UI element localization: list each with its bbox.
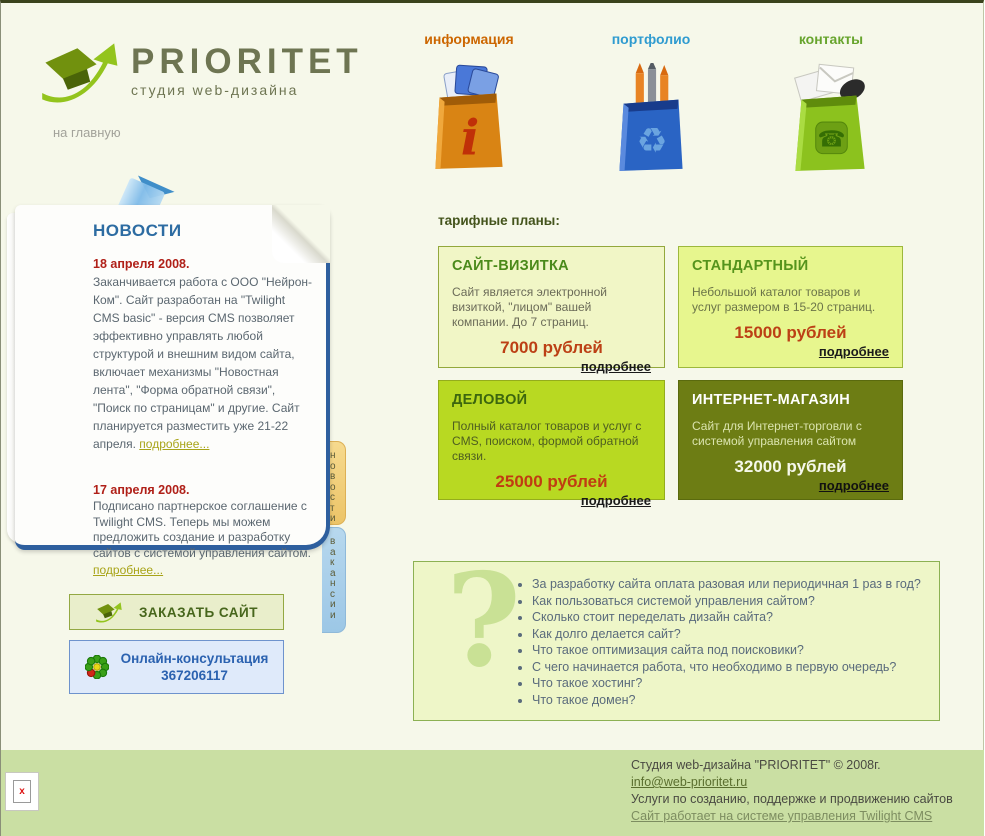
faq-question[interactable]: • С чего начинается работа, что необходимо в первую очередь? [532,659,932,676]
news-title: НОВОСТИ [93,221,182,240]
plan-card-vizitka [438,246,665,374]
tab-vacancies[interactable]: вакансии [322,527,346,633]
plan-title: САЙТ-ВИЗИТКА [452,258,569,274]
svg-text:♻: ♻ [636,121,668,162]
plan-price: 7000 рублей [500,338,603,357]
icq-flower-icon [85,655,109,679]
order-site-label: ЗАКАЗАТЬ САЙТ [138,604,259,620]
plan-title: ИНТЕРНЕТ-МАГАЗИН [692,392,851,408]
footer [1,750,984,836]
portfolio-box-icon[interactable] [613,63,689,175]
faq-question[interactable]: • Что такое домен? [532,692,932,709]
faq-question[interactable]: • Что такое хостинг? [532,675,932,692]
consultation-label: Онлайн-консультация [120,651,269,666]
faq-question[interactable]: • За разработку сайта оплата разовая или периодичная 1 раз в год? [532,576,932,593]
order-site-button[interactable] [69,594,284,630]
faq-question[interactable]: • Сколько стоит переделать дизайн сайта? [532,609,932,626]
faq-question[interactable]: • Как долго делается сайт? [532,626,932,643]
plan-card-internet-magazin [678,380,903,500]
plan-description: Полный каталог товаров и услуг с CMS, поиском, формой обратной связи. [452,419,642,463]
plan-more-link[interactable]: подробнее [818,344,889,359]
plan-title: ДЕЛОВОЙ [452,392,528,408]
nav-link-portfolio[interactable]: портфолио [611,31,691,47]
nav-link-contacts[interactable]: контакты [798,31,864,47]
news-more-link[interactable]: подробнее... [139,437,210,451]
plan-card-standart [678,246,903,368]
plan-more-link[interactable]: подробнее [580,359,651,374]
footer-copyright: Студия web-дизайна "PRIORITET" © 2008г. [631,758,881,772]
nav-item-portfolio [586,31,716,175]
site-logo[interactable] [39,33,363,113]
news-date: 18 апреля 2008. [93,257,190,271]
footer-services: Услуги по созданию, поддержке и продвижению сайтов [631,792,953,806]
plan-price: 25000 рублей [495,472,608,491]
faq-question[interactable]: • Что такое оптимизация сайта под поисковики? [532,642,932,659]
news-item [93,257,313,453]
plan-price: 15000 рублей [734,323,847,342]
plans-heading: тарифные планы: [438,213,560,228]
question-mark-graphic: ? [446,546,521,696]
svg-text:i: i [460,108,480,167]
plan-description: Небольшой каталог товаров и услуг размером в 15-20 страниц. [692,285,876,314]
plan-price: 32000 рублей [734,457,847,476]
plan-more-link[interactable]: подробнее [580,493,651,508]
contacts-bag-icon[interactable] [793,63,869,175]
info-box-icon[interactable] [431,63,507,175]
news-page [15,205,330,577]
consultation-icq-number: 367206117 [161,668,228,683]
faq-list [514,576,932,708]
nav-item-contacts [766,31,896,175]
broken-image-x-icon: x [13,780,31,803]
nav-link-information[interactable]: информация [424,31,514,47]
broken-image-placeholder [5,772,39,811]
news-item [93,483,313,579]
nav-item-information [404,31,534,175]
faq-question[interactable]: • Как пользоваться системой управления сайтом? [532,593,932,610]
news-text: Подписано партнерское соглашение с Twilight CMS. Теперь мы можем предложить создание и разработку сайтов с системой управления сайтом. [93,499,311,560]
svg-text:☎: ☎ [817,126,846,153]
logo-subtitle: студия web-дизайна [131,82,299,98]
news-text: Заканчивается работа с ООО "Нейрон-Ком". Сайт разработан на "Twilight CMS basic" - версия CMS позволяет эффективно управлять любой структурой и внешним видом сайта, включает механизмы "Новостная лента", "Форма обратной связи", "Поиск по страницам" и другие. Сайт планируется разместить уже 21-22 апреля. [93,275,313,451]
logo-title: PRIORITET [131,42,363,81]
plan-description: Сайт для Интернет-торговли с системой управления сайтом [692,419,862,448]
faq-panel [413,546,940,721]
plan-description: Сайт является электронной визиткой, "лицом" вашей компании. До 7 страниц. [452,285,607,329]
online-consultation-button[interactable] [69,640,284,694]
plan-title: СТАНДАРТНЫЙ [692,258,809,274]
plan-card-delovoy [438,380,665,508]
logo-arrow-icon [39,35,127,111]
logo-arrow-icon [95,600,125,625]
news-date: 17 апреля 2008. [93,483,190,497]
footer-cms-link[interactable]: Сайт работает на системе управления Twilight CMS [631,809,933,823]
plan-more-link[interactable]: подробнее [818,478,889,493]
news-more-link[interactable]: подробнее... [93,563,164,577]
tab-news[interactable]: новости [322,441,346,525]
footer-email-link[interactable]: info@web-prioritet.ru [631,775,748,789]
home-link[interactable]: на главную [53,125,121,140]
